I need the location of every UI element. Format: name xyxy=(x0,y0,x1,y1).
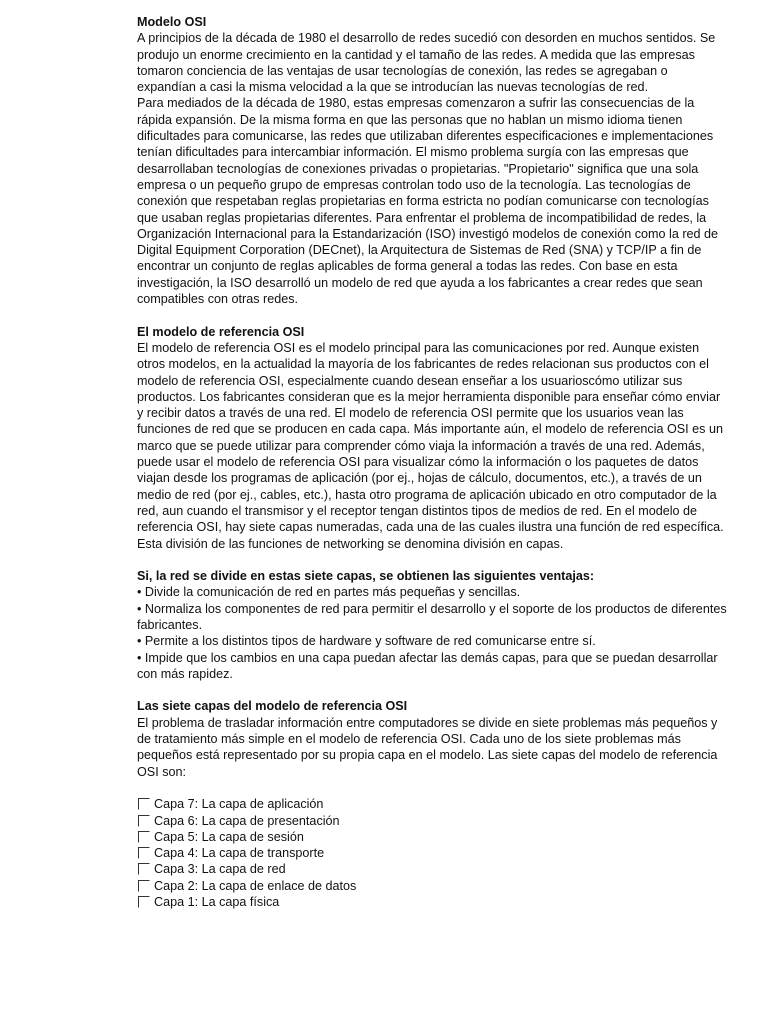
list-item xyxy=(137,878,727,894)
layer-label: Capa 2: La capa de enlace de datos xyxy=(154,878,357,893)
list-item xyxy=(137,845,727,861)
layer-label: Capa 7: La capa de aplicación xyxy=(154,797,324,812)
checkbox-icon xyxy=(138,815,150,827)
layer-label: Capa 3: La capa de red xyxy=(154,862,286,877)
layer-label: Capa 1: La capa física xyxy=(154,895,280,910)
spacer xyxy=(137,780,727,796)
list-item xyxy=(137,829,727,845)
layer-label: Capa 5: La capa de sesión xyxy=(154,829,304,844)
layer-list xyxy=(137,796,727,910)
checkbox-icon xyxy=(138,896,150,908)
paragraph-expansion: Para mediados de la década de 1980, estas empresas comenzaron a sufrir las consecuencias de la rápida expansión. De la misma forma en que las personas que no hablan un mismo idioma tienen dificultades para comunicarse, las redes que utilizaban diferentes especificaciones e implementaciones tenían dificultades para intercambiar información. El mismo problema surgía con las empresas que desarrollaban tecnologías de conexiones privadas o propietarias. "Propietario" significa que una sola empresa o un pequeño grupo de empresas controlan todo uso de la tecnología. Las tecnologías de conexión que respetaban reglas propietarias en forma estricta no podían comunicarse con tecnologías que usaban reglas propietarias diferentes. Para enfrentar el problema de incompatibilidad de redes, la Organización Internacional para la Estandarización (ISO) investigó modelos de conexión como la red de Digital Equipment Corporation (DECnet), la Arquitectura de Sistemas de Red (SNA) y TCP/IP a fin de encontrar un conjunto de reglas aplicables de forma general a todas las redes. Con base en esta investigación, la ISO desarrolló un modelo de red que ayuda a los fabricantes a crear redes que sean compatibles con otras redes. xyxy=(137,96,719,307)
paragraph-seven-layers: El problema de trasladar información entre computadores se divide en siete problemas más pequeños y de tratamiento más simple en el modelo de referencia OSI. Cada uno de los siete problemas más pequeños está representado por su propia capa en el modelo. Las siete capas del modelo de referencia OSI son: xyxy=(137,715,718,779)
paragraph-reference-model: El modelo de referencia OSI es el modelo principal para las comunicaciones por red. Aunque existen otros modelos, en la actualidad la mayoría de los fabricantes de redes relacionan sus productos con el modelo de referencia OSI, especialmente cuando desean enseñar a los usuarioscómo utilizar sus productos. Los fabricantes consideran que es la mejor herramienta disponible para enseñar cómo enviar y recibir datos a través de una red. El modelo de referencia OSI permite que los usuarios vean las funciones de red que se producen en cada capa. Más importante aún, el modelo de referencia OSI es un marco que se puede utilizar para comprender cómo viaja la información a través de una red. Además, puede usar el modelo de referencia OSI para visualizar cómo la información o los paquetes de datos viajan desde los programas de aplicación (por ej., hojas de cálculo, documentos, etc.), a través de un medio de red (por ej., cables, etc.), hasta otro programa de aplicación ubicado en otro computador de la red, aun cuando el transmisor y el receptor tengan distintos tipos de medios de red. En el modelo de referencia OSI, hay siete capas numeradas, cada una de las cuales ilustra una función de red específica. Esta división de las funciones de networking se denomina división en capas. xyxy=(137,340,724,551)
checkbox-icon xyxy=(138,847,150,859)
checkbox-icon xyxy=(138,831,150,843)
paragraph-history: A principios de la década de 1980 el desarrollo de redes sucedió con desorden en muchos sentidos. Se produjo un enorme crecimiento en la cantidad y el tamaño de las redes. A medida que las empresas tomaron conciencia de las ventajas de usar tecnologías de conexión, las redes se agregaban o expandían a casi la misma velocidad a la que se introducían las nuevas tecnologías de red. xyxy=(137,31,716,95)
advantage-item: • Normaliza los componentes de red para permitir el desarrollo y el soporte de los productos de diferentes fabricantes. xyxy=(137,601,727,632)
checkbox-icon xyxy=(138,863,150,875)
section-title-advantages: Si, la red se divide en estas siete capas, se obtienen las siguientes ventajas: xyxy=(137,569,595,584)
advantage-item: • Divide la comunicación de red en partes más pequeñas y sencillas. xyxy=(137,585,521,600)
checkbox-icon xyxy=(138,798,150,810)
layer-label: Capa 6: La capa de presentación xyxy=(154,813,340,828)
list-item xyxy=(137,861,727,877)
spacer xyxy=(137,682,727,698)
list-item xyxy=(137,894,727,910)
section-title-seven-layers: Las siete capas del modelo de referencia OSI xyxy=(137,699,408,714)
spacer xyxy=(137,307,727,323)
section-title-reference-model: El modelo de referencia OSI xyxy=(137,324,305,339)
document-page xyxy=(137,14,727,910)
layer-label: Capa 4: La capa de transporte xyxy=(154,846,325,861)
section-title-modelo-osi: Modelo OSI xyxy=(137,15,207,29)
advantage-item: • Impide que los cambios en una capa puedan afectar las demás capas, para que se puedan desarrollar con más rapidez. xyxy=(137,650,718,681)
list-item xyxy=(137,796,727,812)
advantage-item: • Permite a los distintos tipos de hardware y software de red comunicarse entre sí. xyxy=(137,634,596,649)
spacer xyxy=(137,552,727,568)
list-item xyxy=(137,813,727,829)
checkbox-icon xyxy=(138,880,150,892)
